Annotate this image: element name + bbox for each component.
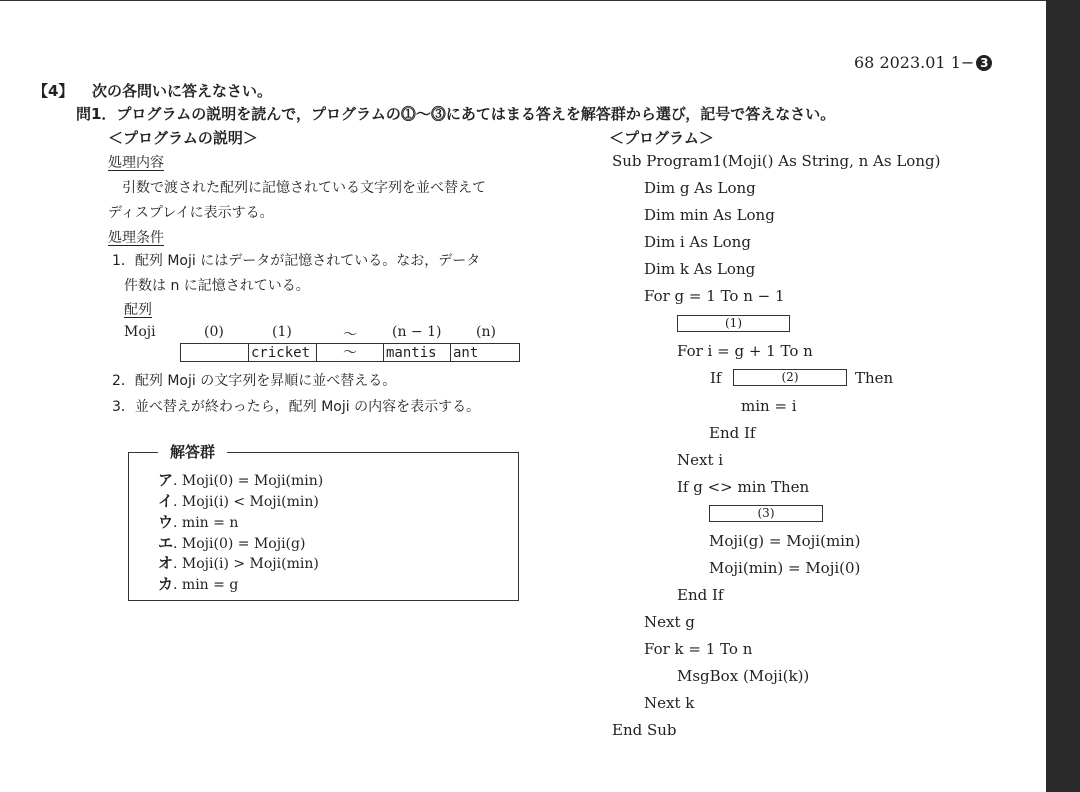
page-number-text: 68 2023.01 1− [854, 53, 975, 72]
answer-letter: エ [158, 534, 174, 552]
viewer-side-strip [1046, 0, 1080, 792]
code-line-sub: Sub Program1(Moji() As String, n As Long) [612, 152, 941, 170]
answer-choice-u[interactable] [158, 511, 238, 532]
answer-text: . Moji(0) = Moji(g) [173, 536, 306, 552]
array-index-1: (1) [272, 324, 292, 340]
answer-letter: イ [158, 492, 174, 510]
program-heading: ＜プログラム＞ [609, 129, 714, 147]
answer-choice-e[interactable] [158, 532, 305, 553]
array-cell-1: cricket [248, 343, 317, 362]
array-index-ellipsis: 〜 [343, 327, 357, 343]
processing-content-line-1: 引数で渡された配列に記憶されている文字列を並べ替えて [108, 180, 486, 196]
instruction: 次の各問いに答えなさい。 [92, 82, 273, 100]
array-cell-n-minus-1: mantis [383, 343, 451, 362]
array-heading: 配列 [124, 302, 152, 318]
question-number: 【4】 [33, 82, 74, 100]
answer-choice-i[interactable] [158, 490, 319, 511]
answer-letter: カ [158, 575, 174, 593]
processing-content-heading: 処理内容 [108, 155, 164, 171]
code-line-dim-min: Dim min As Long [644, 206, 775, 224]
blank-1[interactable]: (1) [677, 315, 790, 332]
array-index-0: (0) [204, 324, 224, 340]
condition-1-line-2: 件数は n に記憶されている。 [124, 278, 310, 294]
answer-box-title: 解答群 [158, 441, 227, 462]
code-line-swap-1: Moji(g) = Moji(min) [709, 532, 861, 550]
blank-2[interactable]: (2) [733, 369, 847, 386]
array-cell-n: ant [450, 343, 520, 362]
array-cell-ellipsis: 〜 [316, 343, 384, 362]
answer-text: . Moji(0) = Moji(min) [173, 473, 324, 489]
description-heading: ＜プログラムの説明＞ [108, 129, 258, 147]
array-index-n-minus-1: (n − 1) [392, 324, 442, 340]
blank-3[interactable]: (3) [709, 505, 823, 522]
array-name: Moji [124, 324, 156, 340]
processing-content-line-2: ディスプレイに表示する。 [108, 205, 274, 221]
code-line-dim-k: Dim k As Long [644, 260, 756, 278]
code-line-next-g: Next g [644, 613, 695, 631]
code-line-for-i: For i = g + 1 To n [677, 342, 813, 360]
code-line-if-keyword: If [710, 369, 722, 387]
processing-conditions-heading: 処理条件 [108, 230, 164, 246]
answer-choice-a[interactable] [158, 469, 323, 490]
code-line-then-keyword: Then [855, 369, 894, 387]
code-line-dim-i: Dim i As Long [644, 233, 751, 251]
answer-letter: オ [158, 554, 174, 572]
answer-text: . min = n [173, 515, 239, 531]
array-index-n: (n) [476, 324, 496, 340]
code-line-dim-g: Dim g As Long [644, 179, 756, 197]
answer-choice-o[interactable] [158, 552, 319, 573]
answer-text: . Moji(i) < Moji(min) [173, 494, 319, 510]
code-line-next-i: Next i [677, 451, 724, 469]
answer-choice-ka[interactable] [158, 573, 238, 594]
code-line-if-g-ne-min: If g <> min Then [677, 478, 810, 496]
code-line-for-g: For g = 1 To n − 1 [644, 287, 785, 305]
code-line-end-if-outer: End If [677, 586, 724, 604]
code-line-next-k: Next k [644, 694, 695, 712]
answer-text: . Moji(i) > Moji(min) [173, 556, 319, 572]
code-line-end-sub: End Sub [612, 721, 677, 739]
condition-2: 2．配列 Moji の文字列を昇順に並べ替える。 [112, 373, 397, 389]
code-line-swap-2: Moji(min) = Moji(0) [709, 559, 861, 577]
answer-letter: ア [158, 471, 174, 489]
answer-letter: ウ [158, 513, 174, 531]
code-line-msgbox: MsgBox (Moji(k)) [677, 667, 810, 685]
code-line-end-if-inner: End If [709, 424, 756, 442]
answer-text: . min = g [173, 577, 239, 593]
condition-1-line-1: 1．配列 Moji にはデータが記憶されている。なお，データ [112, 253, 481, 269]
code-line-for-k: For k = 1 To n [644, 640, 753, 658]
page-number-circle: 3 [976, 55, 992, 71]
question-1-text: 問1．プログラムの説明を読んで，プログラムの⓵〜⓷にあてはまる答えを解答群から選び，記号で答えなさい。 [76, 105, 836, 123]
code-line-min-eq-i: min = i [741, 397, 797, 415]
array-cell-0 [180, 343, 249, 362]
condition-3: 3．並べ替えが終わったら，配列 Moji の内容を表示する。 [112, 399, 481, 415]
page-number [854, 53, 992, 72]
